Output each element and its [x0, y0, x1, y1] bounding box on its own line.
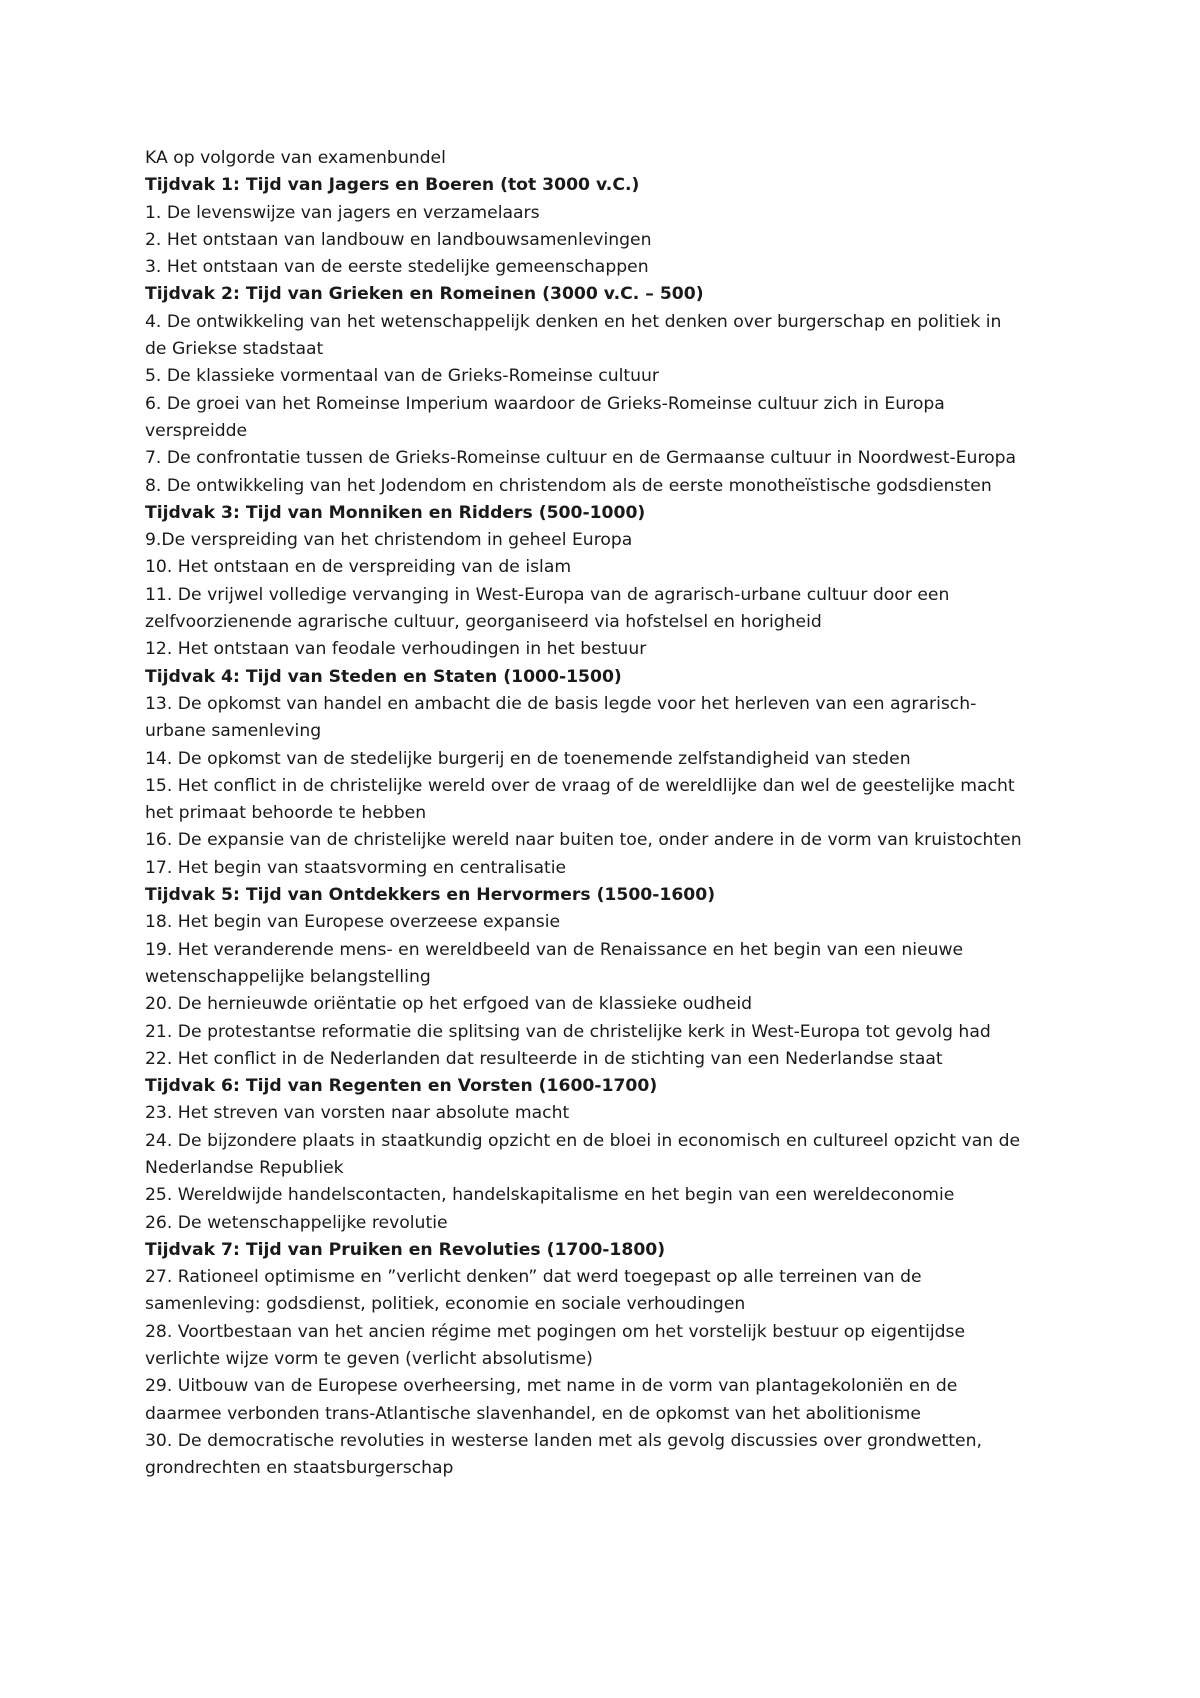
period-heading: Tijdvak 7: Tijd van Pruiken en Revoluties (1700-1800) [145, 1239, 666, 1260]
text-line: verspreidde [145, 420, 248, 441]
text-line: 7. De confrontatie tussen de Grieks-Romeinse cultuur en de Germaanse cultuur in Noordwest-Europa [145, 448, 1017, 469]
document-body [145, 145, 1075, 1483]
text-line: zelfvoorzienende agrarische cultuur, georganiseerd via hofstelsel en horigheid [145, 612, 822, 633]
period-heading: Tijdvak 2: Tijd van Grieken en Romeinen (3000 v.C. – 500) [145, 284, 704, 305]
text-line: 16. De expansie van de christelijke wereld naar buiten toe, onder andere in de vorm van kruistochten [145, 830, 1022, 851]
text-line: 5. De klassieke vormentaal van de Grieks-Romeinse cultuur [145, 366, 659, 387]
text-line: 28. Voortbestaan van het ancien régime met pogingen om het vorstelijk bestuur op eigentijdse [145, 1321, 966, 1342]
text-line: 9.De verspreiding van het christendom in geheel Europa [145, 530, 633, 551]
text-line: 8. De ontwikkeling van het Jodendom en christendom als de eerste monotheïstische godsdiensten [145, 475, 992, 496]
text-line: 15. Het conflict in de christelijke wereld over de vraag of de wereldlijke dan wel de geestelijke macht [145, 775, 1015, 796]
text-line: grondrechten en staatsburgerschap [145, 1458, 454, 1479]
text-line: 20. De hernieuwde oriëntatie op het erfgoed van de klassieke oudheid [145, 994, 753, 1015]
text-line: 25. Wereldwijde handelscontacten, handelskapitalisme en het begin van een wereldeconomie [145, 1185, 955, 1206]
text-line: 3. Het ontstaan van de eerste stedelijke gemeenschappen [145, 257, 649, 278]
text-line: 29. Uitbouw van de Europese overheersing, met name in de vorm van plantagekoloniën en de [145, 1376, 958, 1397]
text-line: 30. De democratische revoluties in westerse landen met als gevolg discussies over grondwetten, [145, 1430, 982, 1451]
text-line: 18. Het begin van Europese overzeese expansie [145, 912, 561, 933]
text-line: 27. Rationeel optimisme en ”verlicht denken” dat werd toegepast op alle terreinen van de [145, 1267, 922, 1288]
text-line: 17. Het begin van staatsvorming en centralisatie [145, 857, 567, 878]
text-line: samenleving: godsdienst, politiek, economie en sociale verhoudingen [145, 1294, 746, 1315]
text-line: 11. De vrijwel volledige vervanging in West-Europa van de agrarisch-urbane cultuur door een [145, 584, 950, 605]
text-line: 21. De protestantse reformatie die splitsing van de christelijke kerk in West-Europa tot gevolg had [145, 1021, 991, 1042]
period-heading: Tijdvak 4: Tijd van Steden en Staten (1000-1500) [145, 666, 622, 687]
text-line: 6. De groei van het Romeinse Imperium waardoor de Grieks-Romeinse cultuur zich in Europa [145, 393, 945, 414]
text-line: het primaat behoorde te hebben [145, 803, 427, 824]
period-heading: Tijdvak 6: Tijd van Regenten en Vorsten (1600-1700) [145, 1076, 658, 1097]
text-line: 1. De levenswijze van jagers en verzamelaars [145, 202, 540, 223]
text-line: 23. Het streven van vorsten naar absolute macht [145, 1103, 570, 1124]
text-line: 4. De ontwikkeling van het wetenschappelijk denken en het denken over burgerschap en politiek in [145, 311, 1002, 332]
text-line: 13. De opkomst van handel en ambacht die de basis legde voor het herleven van een agrarisch- [145, 693, 977, 714]
text-line: Nederlandse Republiek [145, 1157, 344, 1178]
text-line: 26. De wetenschappelijke revolutie [145, 1212, 448, 1233]
text-line: daarmee verbonden trans-Atlantische slavenhandel, en de opkomst van het abolitionisme [145, 1403, 921, 1424]
text-line: 12. Het ontstaan van feodale verhoudingen in het bestuur [145, 639, 647, 660]
text-line: 24. De bijzondere plaats in staatkundig opzicht en de bloei in economisch en cultureel opzicht van de [145, 1130, 1021, 1151]
text-line: wetenschappelijke belangstelling [145, 966, 431, 987]
period-heading: Tijdvak 5: Tijd van Ontdekkers en Hervormers (1500-1600) [145, 885, 716, 906]
period-heading: Tijdvak 1: Tijd van Jagers en Boeren (tot 3000 v.C.) [145, 175, 640, 196]
text-line: KA op volgorde van examenbundel [145, 148, 446, 168]
text-line: 2. Het ontstaan van landbouw en landbouwsamenlevingen [145, 229, 652, 250]
text-line: 10. Het ontstaan en de verspreiding van de islam [145, 557, 572, 578]
text-line: 14. De opkomst van de stedelijke burgerij en de toenemende zelfstandigheid van steden [145, 748, 911, 769]
text-line: de Griekse stadstaat [145, 339, 324, 360]
period-heading: Tijdvak 3: Tijd van Monniken en Ridders (500-1000) [145, 502, 646, 523]
text-line: verlichte wijze vorm te geven (verlicht absolutisme) [145, 1349, 593, 1370]
text-line: urbane samenleving [145, 721, 322, 742]
text-line: 22. Het conflict in de Nederlanden dat resulteerde in de stichting van een Nederlandse staat [145, 1048, 943, 1069]
text-line: 19. Het veranderende mens- en wereldbeeld van de Renaissance en het begin van een nieuwe [145, 939, 964, 960]
